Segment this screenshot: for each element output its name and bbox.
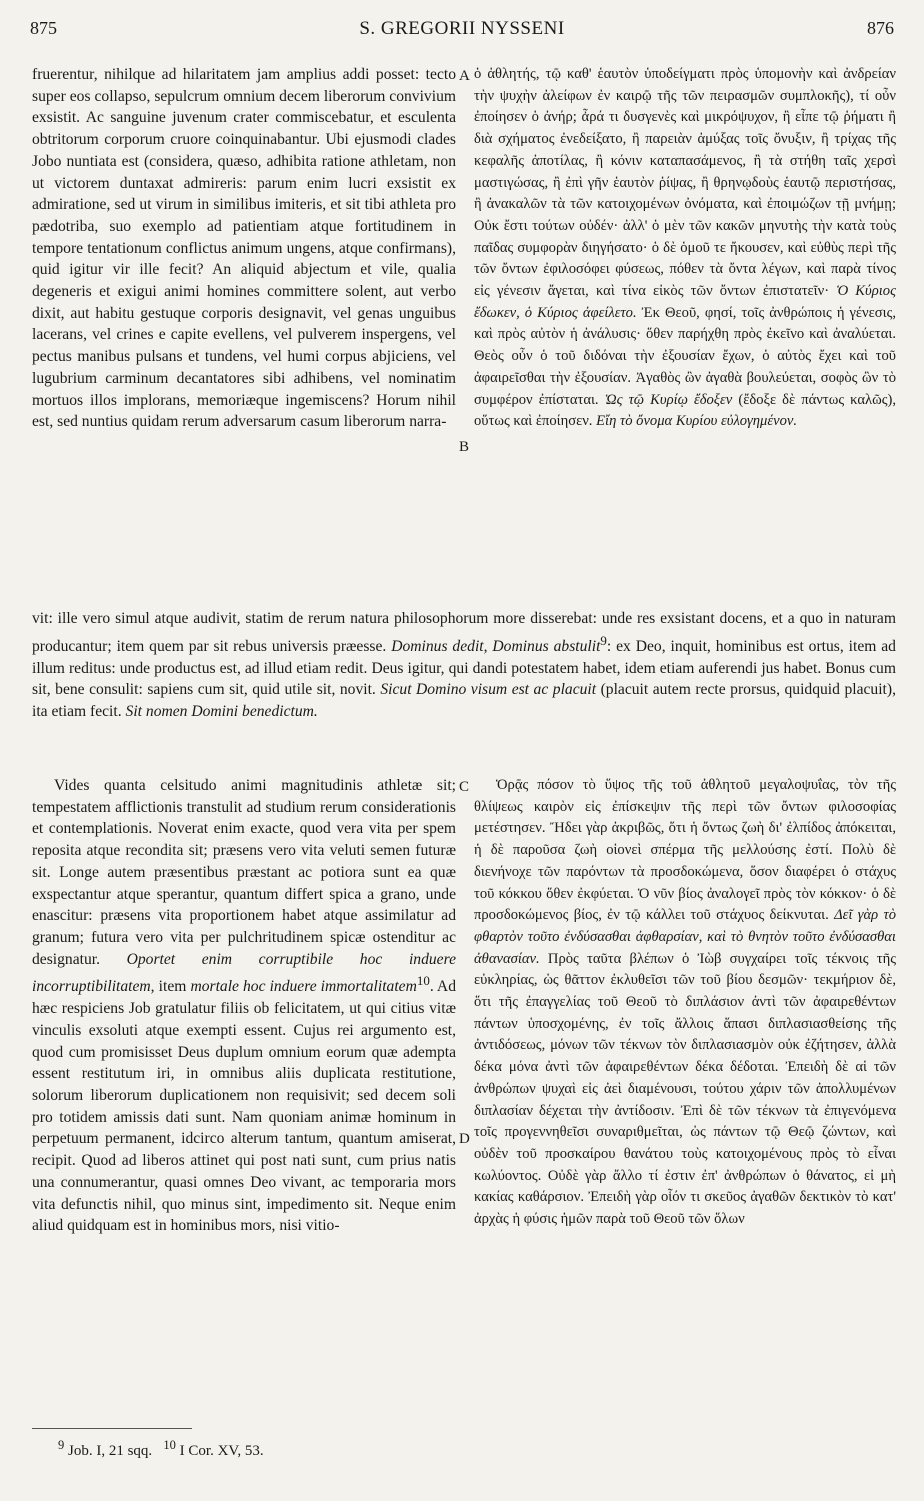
latin-quote: Sicut Domino visum est ac placuit <box>380 681 597 699</box>
greek-text: Ὁρᾷς πόσον τὸ ὕψος τῆς τοῦ ἀθλητοῦ μεγαλοψυΐας, τὸν τῆς θλίψεως καιρὸν εἰς ἐπίσκεψιν τῆς περὶ τῶν ὄντων φιλοσοφίας μετέστησεν. Ἤδει γὰρ ἀκριβῶς, ὅτι ἡ ὄντως ζωὴ δι' ἐλπίδος ἀπόκειται, ἡ δὲ παροῦσα ζωὴ οἱονεὶ σπέρμα τῆς μελλούσης ἐστί. Πολὺ δὲ διενήνοχε τῶν παρόντων τὰ προσδοκώμενα, ὅσον διαφέρει ὁ στάχυς τοῦ κόκκου ὅθεν ἐκφύεται. Ὁ νῦν βίος ἀναλογεῖ πρὸς τὸν κόκκον· ὁ δὲ προσδοκώμενος βίος, ἐν τῷ κάλλει τοῦ στάχυος δείκνυται. <box>474 777 896 924</box>
latin-text: : ex Deo, inquit, hominibus est ortus, item ad illum reditus: unde productus est, ad illud etiam redit. Deus igitur, qui dandi potestatem habet, idem etiam auferendi jus habet. Bonus cum sit, bene consulit: sapiens cum sit, quid utile sit, novit. <box>32 637 896 699</box>
greek-text: (ἔδοξε δὲ πάντως καλῶς), οὕτως καὶ ἐποίησεν. <box>474 391 896 430</box>
footnote-text: Job. I, 21 sqq. <box>68 1443 153 1459</box>
page-number-left: 875 <box>30 18 57 38</box>
footnote-text: I Cor. XV, 53. <box>179 1443 264 1459</box>
greek-quote: Εἴη τὸ ὄνομα Κυρίου εὐλογημένον. <box>596 413 798 430</box>
latin-paragraph: fruerentur, nihilque ad hilaritatem jam amplius addi posset: tecto super eos collapso, sepulcrum omnium decem liberorum convivium exsistit. Ac sanguine juvenum crater commiscebatur, et esculenta obtritorum corporum cruore coinquinabantur. Ubi ejusmodi clades Jobo nuntiata est (considera, quæso, adhibita ratione athletam, non ut victorem duntaxat admireris: parum enim lucri exsistit ex admiratione, sed ut virum in similibus imiteris, et sit tibi athleta pro pædotriba, suo exemplo ad patientiam atque fortitudinem in tempore tentationum conflictus animum ungens, atque confirmans), quid igitur vir ille fecit? An aliquid abjectum et vile, qualia degeneris et exigui animi homines committere solent, aut verbo dixit, aut habitu gestuque corporis designavit, vel genas unguibus lacerans, vel crines e capite evellens, vel pulverem inspergens, vel pectus manibus pulsans et tundens, vel humi corpus abjiciens, vel lugubrium carminum decantatores sibi adhibens, vel nominatim mortuos illos implorans, memoriæque ingemiscens? Horum nihil est, sed nuntius quidam rerum adversarum casum liberorum narra- <box>32 66 456 431</box>
greek-quote: Ὡς τῷ Κυρίῳ ἔδοξεν <box>604 391 733 408</box>
footnote-number: 10 <box>163 1438 176 1452</box>
page-number-right: 876 <box>867 18 894 38</box>
greek-quote: Ὁ Κύριος ἔδωκεν, ὁ Κύριος ἀφείλετο. <box>474 283 896 321</box>
latin-column-top <box>32 64 456 433</box>
latin-paragraph-full <box>32 608 896 723</box>
section-marker-b: B <box>459 439 470 455</box>
latin-paragraph <box>32 775 456 1237</box>
greek-text: ὁ ἀθλητής, τῷ καθ' ἑαυτὸν ὑποδείγματι πρὸς ὑπομονὴν καὶ ἀνδρείαν τὴν ψυχὴν ἀλείφων ἐν καιρῷ τῆς τῶν πειρασμῶν συμπλοκῆς), τί οὖν ἐποίησεν ὁ ἀνήρ; ἆρά τι δυσγενὲς καὶ μικρόψυχον, ἢ εἶπε τῷ ῥήματι ἢ διὰ σχήματος ἐνεδείξατο, ἢ παρειὰν ἀμύξας τοῖς ὄνυξιν, ἢ τρίχας τῆς κεφαλῆς ἀποτίλας, ἢ κόνιν καταπασάμενος, ἢ τὰ στήθη ταῖς χερσὶ μαστιγώσας, ἢ ἐπὶ γῆν ἑαυτὸν ῥίψας, ἢ θρηνῳδοὺς ἑαυτῷ περιστήσας, ἢ ἀνακαλῶν τὰ τῶν κατοιχομένων ὀνόματα, καὶ ἐποιμώζων τῇ μνήμῃ; Οὐκ ἔστι τούτων οὐδέν· ἀλλ' ὁ μὲν τῶν κακῶν μηνυτὴς τὴν κατὰ τοὺς παῖδας συμφορὰν διηγήσατο· ὁ δὲ ὁμοῦ τε ἤκουσεν, καὶ εὐθὺς περὶ τῆς τῶν ὄντων ἐφιλοσόφει φύσεως, πόθεν τὰ ὄντα λέγων, καὶ παρὰ τίνος εἰς γένεσιν ἄγεται, καὶ τίνα εἰκὸς τῶν ὄντων ἐπιστατεῖν· <box>474 66 896 300</box>
latin-quote: mortale hoc induere immortalitatem <box>190 978 417 996</box>
greek-text: Πρὸς ταῦτα βλέπων ὁ Ἰὼβ συγχαίρει τοῖς τέκνοις τῆς εὐκληρίας, ὡς θᾶττον ἐκλυθεῖσι τῶν τοῦ βίου δεσμῶν· τεκμήριον δὲ, ὅτι τῆς ἐπαγγελίας τοῦ Θεοῦ τὸ διπλάσιον ἀντὶ τῶν ἀφαιρεθέντων πάντων ὑποσχομένης, ἐν τοῖς ἄλλοις ἅπασι διπλασιασθείσης τῆς ἀντιδόσεως, μόνων τῶν τέκνων τὸν διπλασιασμὸν οὐκ ἐζήτησεν, ἀλλὰ δέκα μόνα ἀντὶ τῶν ἀφαιρεθέντων δέκα δέδοται. Ἐπειδὴ δὲ αἱ τῶν ἀνθρώπων ψυχαὶ εἰς ἀεὶ διαμένουσι, τούτου χάριν τῶν ἀπολλυμένων διπλασίαν δέχεται τὴν ἀντίδοσιν. Ἐπὶ δὲ τῶν τέκνων τὰ ἐπιγενόμενα τοῖς προγεννηθεῖσι συναριθμεῖται, ὡς πάντων τῷ Θεῷ ζώντων, καὶ οὐδὲν τοῦ προσκαίρου θανάτου τοὺς κατοιχομένους πρὸς τὸ εἶναι κωλύοντος. Οὐδὲ γὰρ ἄλλο τί ἐστιν ἐπ' ἀνθρώπων ὁ θάνατος, εἰ μὴ κακίας καθάρσιον. Ἐπειδὴ γὰρ οἷόν τι σκεῦος ἀγαθῶν δεκτικὸν τὸ κατ' ἀρχὰς ἡ φύσις ἡμῶν παρὰ τοῦ Θεοῦ τῶν ὅλων <box>474 950 896 1228</box>
footnote-ref: 9 <box>600 632 607 648</box>
latin-text: vit: ille vero simul atque audivit, statim de rerum natura philosophorum more disserebat: unde res exsistant docens, et a quo in naturam producantur; item quem par sit rebus universis præesse. <box>32 610 896 655</box>
greek-paragraph <box>474 775 896 1231</box>
footnote-rule <box>32 1428 192 1429</box>
greek-text: Ἐκ Θεοῦ, φησί, τοῖς ἀνθρώποις ἡ γένεσις, καὶ πρὸς αὐτὸν ἡ ἀνάλυσις· ὅθεν παρήχθη πρὸς ἐκεῖνο καὶ ἀναλύεται. Θεὸς οὖν ὁ τοῦ διδόναι τὴν ἐξουσίαν ἔχων, ὁ αὐτὸς ἔχει καὶ τοῦ ἀφαιρεῖσθαι τὴν ἐξουσίαν. Ἀγαθὸς ὢν ἀγαθὰ βουλεύεται, σοφὸς ὢν τὸ συμφέρον ἐπίσταται. <box>474 304 897 408</box>
section-marker-c: C <box>459 779 470 795</box>
greek-paragraph <box>474 64 896 433</box>
latin-text: item <box>158 978 187 996</box>
greek-column-bottom <box>474 775 896 1231</box>
page-header <box>30 18 894 42</box>
footnotes <box>58 1438 264 1460</box>
latin-full-width <box>32 608 896 723</box>
latin-text: Vides quanta celsitudo animi magnitudinis athletæ sit; tempestatem afflictionis transtulit ad studium rerum considerationis et contemplationis. Noverat enim exacte, quod vera vita per spem reposita atque recondita sit; præsens vero vita veluti semen futuræ sit. Longe autem præsentibus præstant ac potiora sunt ea quæ exspectantur atque sperantur, quantum differt spica a grano, unde enascitur: præsens vita proportionem habet atque assimilatur ad granum; futura vero vita per pulchritudinem spicæ ostenditur ac designatur. <box>32 777 456 968</box>
footnote-number: 9 <box>58 1438 65 1452</box>
greek-quote: Δεῖ γὰρ τὸ φθαρτὸν τοῦτο ἐνδύσασθαι ἀφθαρσίαν, καὶ τὸ θνητὸν τοῦτο ἐνδύσασθαι ἀθανασίαν. <box>474 907 896 967</box>
latin-column-bottom <box>32 775 456 1237</box>
greek-column-top <box>474 64 896 433</box>
latin-quote: Dominus dedit, Dominus abstulit <box>391 637 601 655</box>
running-title: S. GREGORII NYSSENI <box>359 18 565 39</box>
latin-quote: Oportet enim corruptibile hoc induere incorruptibilitatem, <box>32 950 456 996</box>
latin-text: (placuit autem recte prorsus, quidquid placuit), ita etiam fecit. <box>32 681 896 720</box>
latin-text: . Ad hæc respiciens Job gratulatur filiis ob felicitatem, ut qui citius vitæ vinculis exsoluti atque exempti essent. Cujus rei argumento est, quod cum promisisset Deus duplum omnium eorum quæ adempta essent restitutum iri, in omnibus aliis duplicata restitutione, solorum liberorum duplicationem non requisivit; sed decem soli pro totidem amissis dati sunt. Nam quoniam animæ hominum in perpetuum permanent, idcirco alterum tantum, quantum amiserat, recipit. Quod ad liberos attinet qui post nati sunt, cum prius natis una connumerantur, quasi omnes Deo vivant, ac temporaria mors vita defunctis nihil, quo minus sint, impedimento sit. Neque enim aliud quidquam est in hominibus mors, nisi vitio- <box>32 978 456 1235</box>
footnote-ref: 10 <box>416 973 430 989</box>
section-marker-a: A <box>459 68 470 84</box>
section-marker-d: D <box>459 1131 470 1147</box>
latin-quote: Sit nomen Domini benedictum. <box>125 703 318 720</box>
